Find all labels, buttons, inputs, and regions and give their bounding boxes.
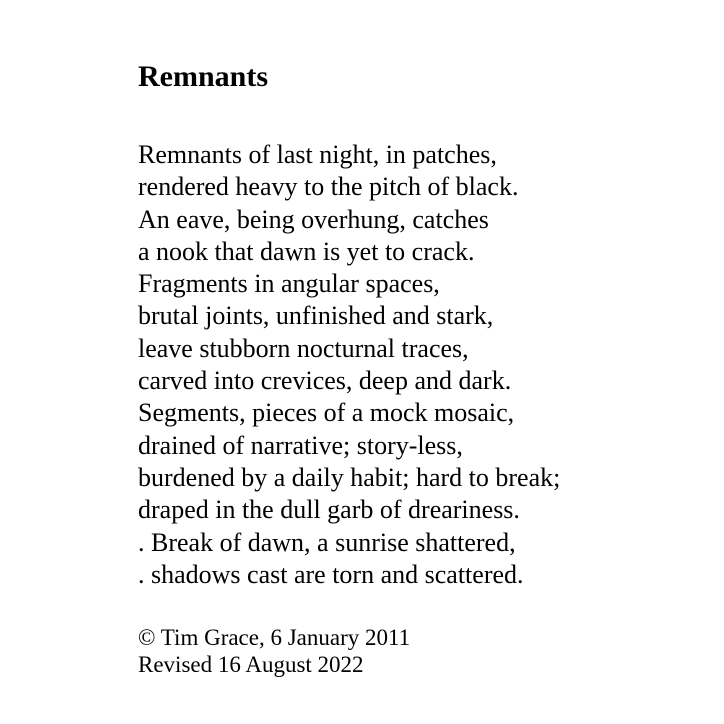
poem-line: . shadows cast are torn and scattered. bbox=[138, 559, 524, 589]
revision-date: Revised 16 August 2022 bbox=[138, 652, 364, 678]
poem-line: . Break of dawn, a sunrise shattered, bbox=[138, 527, 516, 557]
poem-line: brutal joints, unfinished and stark, bbox=[138, 301, 494, 331]
poem-body bbox=[138, 139, 698, 591]
poem-page bbox=[138, 58, 698, 678]
poem-line: drained of narrative; story-less, bbox=[138, 430, 463, 460]
poem-line: Remnants of last night, in patches, bbox=[138, 140, 497, 169]
copyright-notice: © Tim Grace, 6 January 2011 bbox=[138, 625, 411, 651]
poem-line: An eave, being overhung, catches bbox=[138, 204, 489, 234]
poem-line: burdened by a daily habit; hard to break; bbox=[138, 462, 561, 492]
poem-line: carved into crevices, deep and dark. bbox=[138, 366, 512, 396]
poem-line: rendered heavy to the pitch of black. bbox=[138, 172, 519, 202]
poem-footer bbox=[138, 624, 698, 678]
poem-line: Segments, pieces of a mock mosaic, bbox=[138, 398, 515, 428]
poem-title: Remnants bbox=[138, 60, 269, 93]
poem-line: draped in the dull garb of dreariness. bbox=[138, 495, 520, 525]
poem-line: a nook that dawn is yet to crack. bbox=[138, 236, 475, 266]
poem-line: Fragments in angular spaces, bbox=[138, 269, 440, 299]
poem-line: leave stubborn nocturnal traces, bbox=[138, 333, 469, 363]
